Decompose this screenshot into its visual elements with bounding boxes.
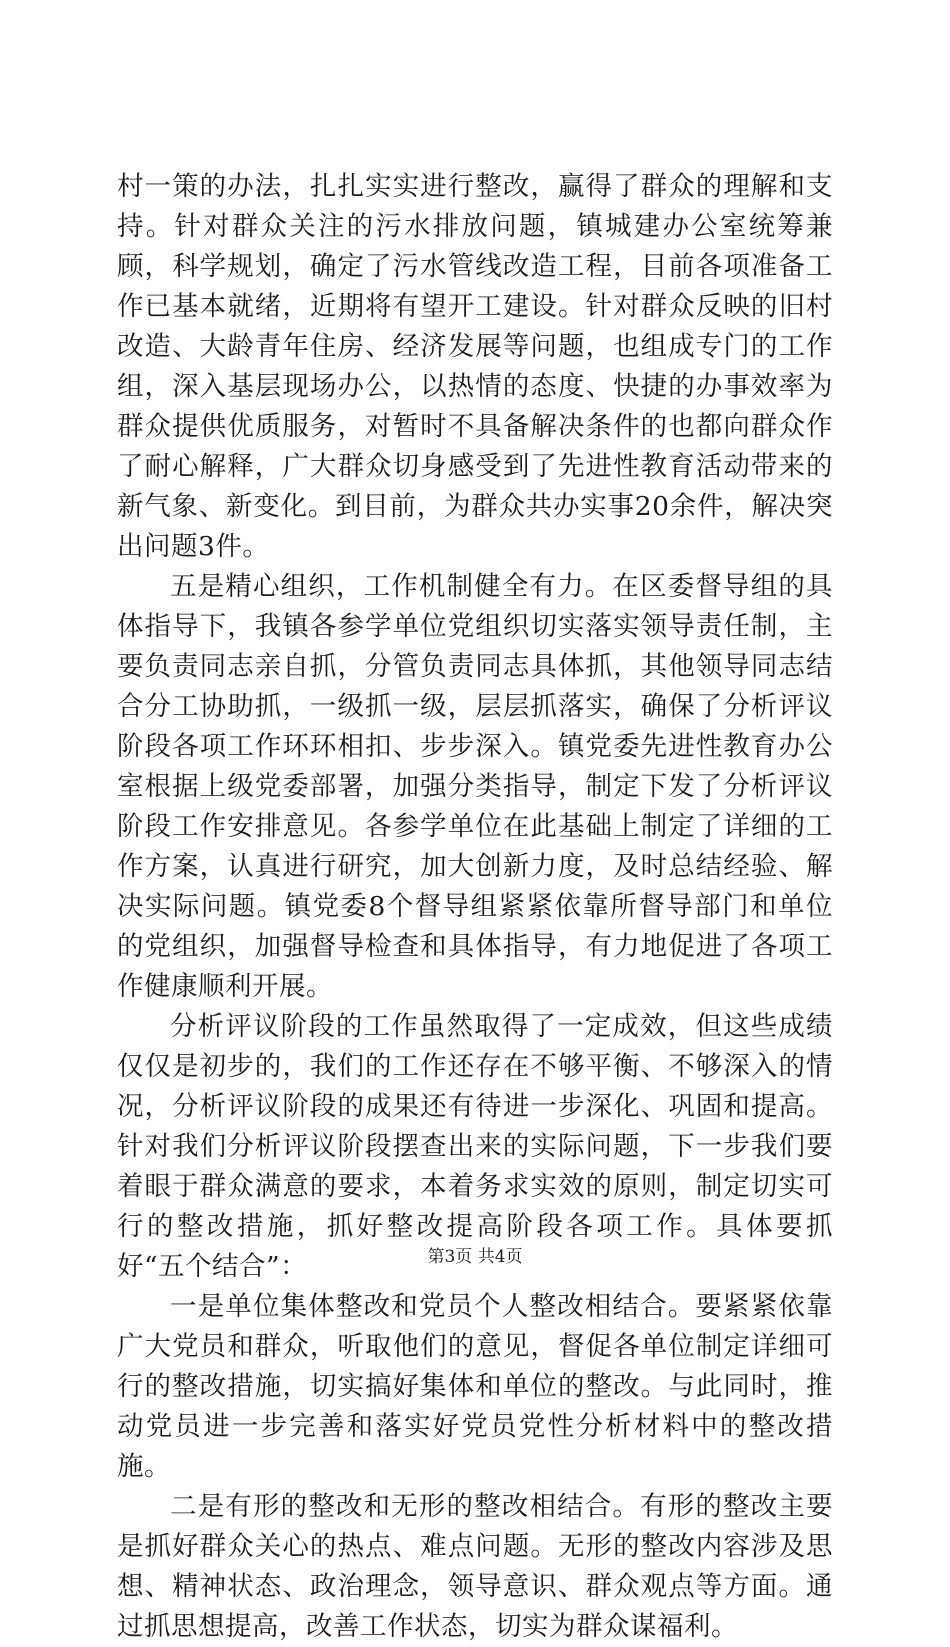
paragraph-1: 村一策的办法，扎扎实实进行整改，赢得了群众的理解和支持。针对群众关注的污水排放问题，镇城建办公室统筹兼顾，科学规划，确定了污水管线改造工程，目前各项准备工作已基本就绪，近期将有望开工建设。针对群众反映的旧村改造、大龄青年住房、经济发展等问题，也组成专门的工作组，深入基层现场办公，以热情的态度、快捷的办事效率为群众提供优质服务，对暂时不具备解决条件的也都向群众作了耐心解释，广大群众切身感受到了先进性教育活动带来的新气象、新变化。到目前，为群众共办实事20余件，解决突出问题3件。	[117, 171, 833, 562]
paragraph-5: 二是有形的整改和无形的整改相结合。有形的整改主要是抓好群众关心的热点、难点问题。无形的整改内容涉及思想、精神状态、政治理念，领导意识、群众观点等方面。通过抓思想提高，改善工作状态，切实为群众谋福利。	[117, 1491, 833, 1642]
document-body	[117, 167, 833, 1647]
paragraph-2: 五是精心组织，工作机制健全有力。在区委督导组的具体指导下，我镇各参学单位党组织切实落实领导责任制，主要负责同志亲自抓，分管负责同志具体抓，其他领导同志结合分工协助抓，一级抓一级，层层抓落实，确保了分析评议阶段各项工作环环相扣、步步深入。镇党委先进性教育办公室根据上级党委部署，加强分类指导，制定下发了分析评议阶段工作安排意见。各参学单位在此基础上制定了详细的工作方案，认真进行研究，加大创新力度，及时总结经验、解决实际问题。镇党委8个督导组紧紧依靠所督导部门和单位的党组织，加强督导检查和具体指导，有力地促进了各项工作健康顺利开展。	[117, 571, 833, 1002]
paragraph-3: 分析评议阶段的工作虽然取得了一定成效，但这些成绩仅仅是初步的，我们的工作还存在不够平衡、不够深入的情况，分析评议阶段的成果还有待进一步深化、巩固和提高。针对我们分析评议阶段摆查出来的实际问题，下一步我们要着眼于群众满意的要求，本着务求实效的原则，制定切实可行的整改措施，抓好整改提高阶段各项工作。具体要抓好“五个结合”：	[117, 1011, 833, 1282]
paragraph-4: 一是单位集体整改和党员个人整改相结合。要紧紧依靠广大党员和群众，听取他们的意见，督促各单位制定详细可行的整改措施，切实搞好集体和单位的整改。与此同时，推动党员进一步完善和落实好党员党性分析材料中的整改措施。	[117, 1291, 833, 1482]
page-number-footer: 第3页 共4页	[427, 1247, 523, 1267]
